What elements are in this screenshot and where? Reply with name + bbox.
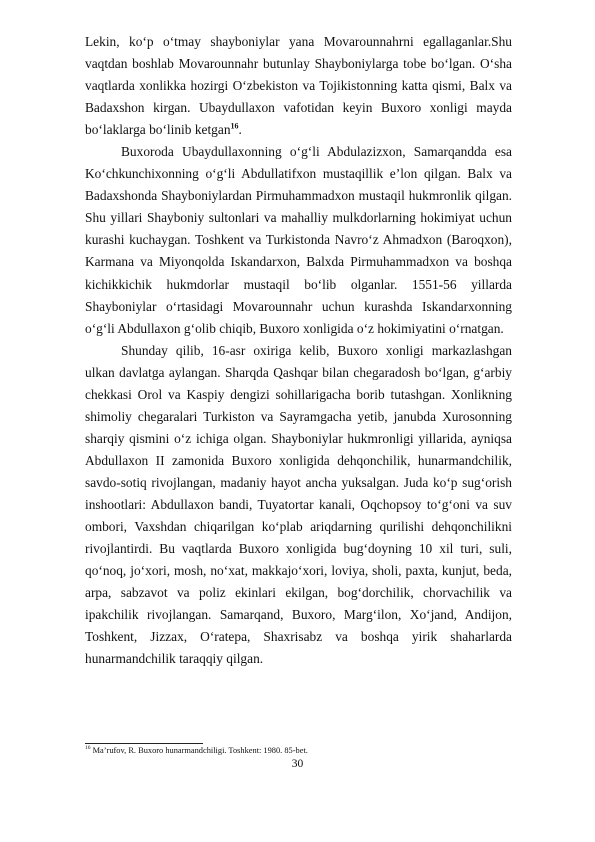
paragraph-1	[85, 31, 512, 141]
footnote-divider	[85, 743, 203, 744]
body-text	[85, 31, 512, 670]
paragraph-3: Shunday qilib, 16-asr oxiriga kelib, Buxoro xonligi markazlashgan ulkan davlatga aylangan. Sharqda Qashqar bilan chegaradosh bo‘lgan, g‘arbiy chekkasi Orol va Kaspiy dengizi sohillarigacha borib tutashgan. Xonlikning shimoliy chegaralari Turkiston va Sayramgacha yetib, janubda Xurosonning sharqiy qismini o‘z ichiga olgan. Shayboniylar hukmronligi yillarida, ayniqsa Abdullaxon II zamonida Buxoro xonligida dehqonchilik, hunarmandchilik, savdo-sotiq rivojlangan, madaniy hayot ancha yuksalgan. Juda ko‘p sug‘orish inshootlari: Abdullaxon bandi, Tuyatortar kanali, Oqchopsoy to‘g‘oni va suv ombori, Vaxshdan chiqarilgan ko‘plab ariqdarning qurilishi dehqonchilikni rivojlantirdi. Bu vaqtlarda Buxoro xonligida bug‘doyning 10 xil turi, suli, qo‘noq, jo‘xori, mosh, no‘xat, makkajo‘xori, loviya, sholi, paxta, kunjut, beda, arpa, sabzavot va poliz ekinlari ekilgan, bog‘dorchilik, chorvachilik va ipakchilik rivojlangan. Samarqand, Buxoro, Marg‘ilon, Xo‘jand, Andijon, Toshkent, Jizzax, O‘ratepa, Shaxrisabz va boshqa yirik shaharlarda hunarmandchilik taraqqiy qilgan.	[85, 342, 512, 667]
paragraph-1-text: Lekin, ko‘p o‘tmay shayboniylar yana Movarounnahrni egallaganlar.Shu vaqtdan boshlab Movarounnahr butunlay Shayboniylarga tobe bo‘lgan. O‘sha vaqtlarda xonlikka hozirgi O‘zbekiston va Tojikistonning katta qismi, Balx va Badaxshon kirgan. Ubaydullaxon vafotidan keyin Buxoro xonligi mayda bo‘laklarga bo‘linib ketgan	[85, 34, 512, 138]
paragraph-1-tail: .	[238, 122, 242, 138]
paragraph-2: Buxoroda Ubaydullaxonning o‘g‘li Abdulazizxon, Samarqandda esa Ko‘chkunchixonning o‘g‘li Abdullatifxon mustaqillik e’lon qilgan. Balx va Badaxshonda Shayboniylardan Pirmuhammadxon mustaqil hukmronlik qilgan. Shu yillari Shayboniy sultonlari va mahalliy mulkdorlarning hokimiyat uchun kurashi kuchaygan. Toshkent va Turkistonda Navro‘z Ahmadxon (Baroqxon), Karmana va Miyonqolda Iskandarxon, Balxda Pirmuhammadxon va boshqa kichikkichik hukmdorlar mustaqil bo‘lib olganlar. 1551-56 yillarda Shayboniylar o‘rtasidagi Movarounnahr uchun kurashda Iskandarxonning o‘g‘li Abdullaxon g‘olib chiqib, Buxoro xonligida o‘z hokimiyatini o‘rnatgan.	[85, 144, 512, 336]
footnote-reference: 16	[230, 121, 239, 131]
footnote-number: 16	[85, 745, 91, 752]
footnote	[85, 746, 512, 756]
page-number: 30	[291, 758, 304, 770]
footnote-text: Ma’rufov, R. Buxoro hunarmandchiligi. Toshkent: 1980. 85-bet.	[90, 746, 308, 755]
